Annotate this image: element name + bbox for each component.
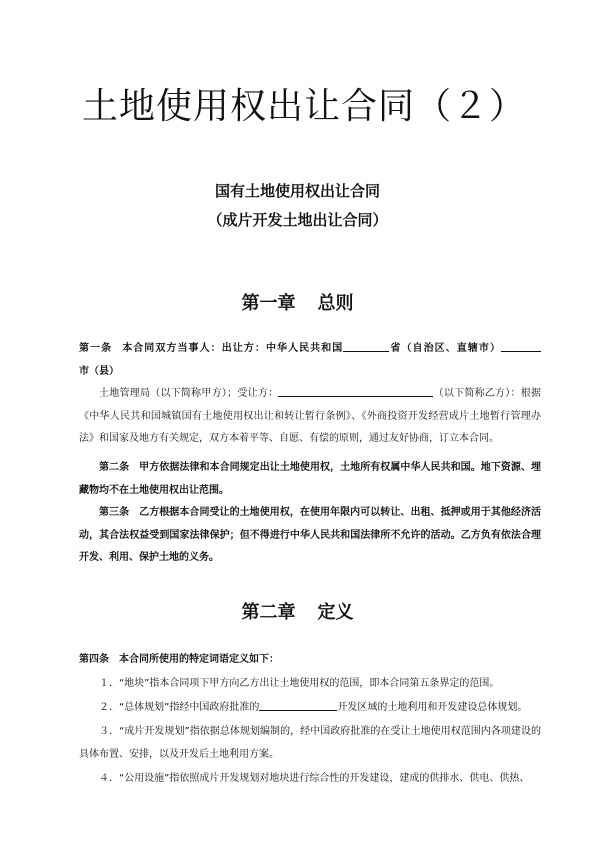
definition-text: 开发区域的土地利用和开发建设总体规划。 bbox=[337, 702, 528, 713]
chapter-label: 第一章 bbox=[241, 293, 296, 314]
article-4 bbox=[79, 649, 541, 672]
chapter-label: 第二章 bbox=[241, 602, 296, 623]
definition-3: ３．“成片开发规划”指依据总体规划编制的，经中国政府批准的在受让土地使用权范围内各项建设的具体布置、安排，以及开发后土地利用方案。 bbox=[79, 726, 541, 760]
article-1-continued bbox=[79, 383, 541, 451]
fill-blank bbox=[343, 340, 389, 352]
article-label: 第三条 bbox=[99, 507, 130, 518]
article-text: 土地管理局（以下简称甲方）；受让方： bbox=[99, 388, 279, 399]
definition-1: １．“地块”指本合同项下甲方向乙方出让土地使用权的范围，即本合同第五条界定的范围。 bbox=[99, 678, 500, 689]
chapter-name: 总则 bbox=[317, 293, 354, 314]
article-text: 乙方根据本合同受让的土地使用权，在使用年限内可以转让、出租、抵押或用于其他经济活动，其合法权益受到国家法律保护；但不得进行中华人民共和国法律所不允许的活动。乙方负有依法合理开发、利用、保护土地的义务。 bbox=[79, 507, 542, 563]
article-label: 第二条 bbox=[99, 462, 130, 473]
article-label: 第一条 bbox=[79, 343, 113, 354]
article-text: 市（县） bbox=[79, 365, 119, 377]
article-text: 甲方依据法律和本合同规定出让土地使用权，土地所有权属中华人民共和国。地下资源、埋藏物均不在土地使用权出让范围。 bbox=[79, 462, 542, 496]
article-text: 本合同所使用的特定词语定义如下： bbox=[119, 654, 279, 665]
contract-subtitle-parenthetical: （成片开发土地出让合同） bbox=[207, 211, 388, 229]
article-text: （以下简称乙方）：根据《中华人民共和国城镇国有土地使用权出让和转让暂行条例》、《外商投资开发经营成片土地暂行管理办法》和国家及地方有关规定，双方本着平等、自愿、有偿的原则，通过友好协商，订立本合同。 bbox=[79, 388, 542, 444]
article-1 bbox=[79, 338, 541, 383]
fill-blank bbox=[278, 385, 433, 397]
chapter-heading-1 bbox=[0, 289, 595, 315]
document-title: 土地使用权出让合同（２） bbox=[82, 86, 527, 127]
contract-subtitle: 国有土地使用权出让合同 bbox=[214, 182, 380, 200]
article-label: 第四条 bbox=[79, 654, 109, 665]
article-3 bbox=[79, 502, 541, 570]
chapter-heading-2 bbox=[0, 598, 595, 624]
article-text: 本合同双方当事人：出让方：中华人民共和国 bbox=[122, 343, 344, 354]
definition-text: ２．“总体规划”指经中国政府批准的 bbox=[99, 702, 260, 713]
definition-4: ４．“公用设施”指依照成片开发规划对地块进行综合性的开发建设，建成的供排水、供电、供热、 bbox=[99, 773, 530, 784]
fill-blank bbox=[259, 699, 337, 711]
article-text: 省（自治区、直辖市） bbox=[389, 343, 502, 354]
chapter-name: 定义 bbox=[317, 602, 354, 623]
fill-blank bbox=[501, 340, 541, 352]
definition-2 bbox=[79, 697, 541, 720]
article-2 bbox=[79, 457, 541, 502]
